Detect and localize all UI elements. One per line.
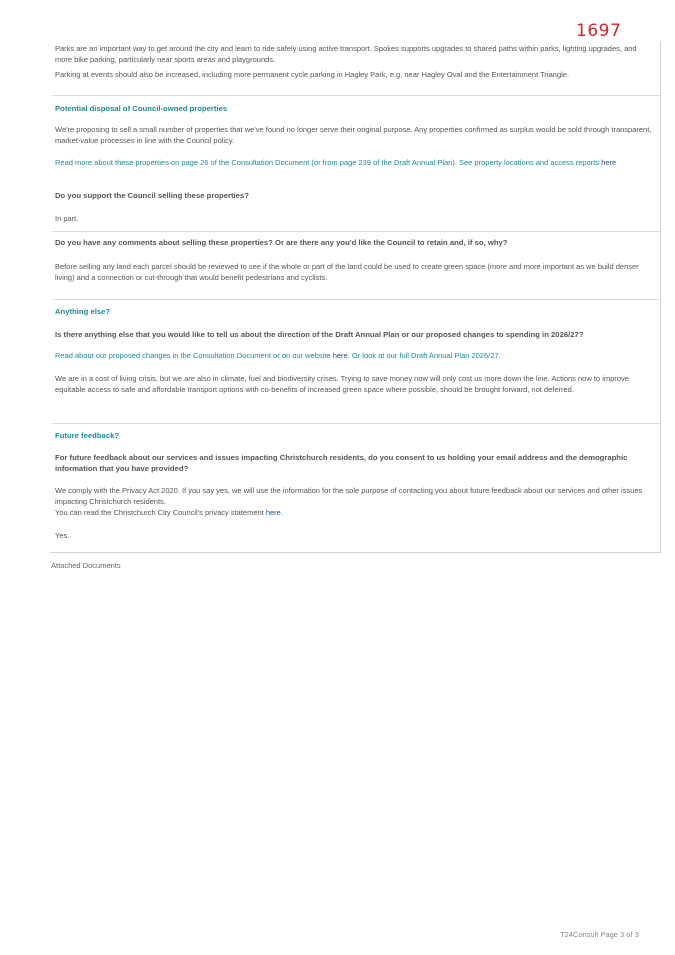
- anything-info: [55, 351, 655, 362]
- privacy-statement-text: You can read the Christchurch City Council's privacy statement: [55, 508, 266, 517]
- page-number: 1697: [576, 21, 622, 41]
- privacy-statement: [55, 508, 655, 519]
- property-reports-link[interactable]: here: [601, 158, 617, 167]
- disposal-intro: We're proposing to sell a small number of properties that we've found no longer serve their original purpose. Any properties confirmed as surplus would be sold through transparent, market-value processes in line with the Council policy.: [55, 125, 652, 145]
- draft-plan-link[interactable]: . Or look at our full Draft Annual Plan 2026/27.: [347, 351, 501, 360]
- anything-answer: We are in a cost of living crisis, but we are also in climate, fuel and biodiversity crises. Trying to save money now will only cost us more down the line. Actions now to improve equitable access to safe and affordable transport options with co-benefits of increased green space where possible, should be brought forward, not deferred.: [55, 374, 629, 394]
- future-heading: Future feedback?: [55, 431, 120, 440]
- section-divider: [52, 95, 660, 96]
- disposal-heading: Potential disposal of Council-owned properties: [55, 104, 228, 113]
- privacy-text: We comply with the Privacy Act 2020. If you say yes, we will use the information for the sole purpose of contacting you about future feedback about our services and other issues impacting Christchurch residents.: [55, 486, 643, 506]
- privacy-link[interactable]: here: [265, 508, 281, 517]
- page-footer: T24Consult Page 3 of 3: [560, 930, 639, 939]
- attached-documents: Attached Documents: [51, 561, 121, 570]
- disposal-question-2: Do you have any comments about selling these properties? Or are there any you'd like the Council to retain and, if so, why?: [55, 238, 508, 247]
- anything-question: Is there anything else that you would like to tell us about the direction of the Draft Annual Plan or our proposed changes to spending in 2026/27?: [55, 330, 584, 339]
- submission-box: [50, 41, 661, 553]
- section-divider: [52, 299, 660, 300]
- disposal-question-1: Do you support the Council selling these properties?: [55, 191, 249, 200]
- section-divider: [52, 423, 660, 424]
- anything-heading: Anything else?: [55, 307, 111, 316]
- parks-paragraph-2: Parking at events should also be increased, including more permanent cycle parking in Hagley Park, e.g. near Hagley Oval and the Entertainment Triangle.: [55, 70, 570, 79]
- disposal-answer-1: In part.: [55, 214, 79, 223]
- disposal-info: [55, 158, 655, 169]
- future-question: For future feedback about our services and issues impacting Christchurch residents, do you consent to us holding your email address and the demographic information that you have provided?: [55, 453, 628, 473]
- privacy-statement-end: .: [280, 508, 283, 517]
- consultation-link[interactable]: Read about our proposed changes in the Consultation Document or on our website: [55, 351, 333, 360]
- website-link[interactable]: here: [332, 351, 348, 360]
- question-divider: [52, 231, 660, 232]
- disposal-answer-2: Before selling any land each parcel should be reviewed to see if the whole or part of the land could be used to create green space (more and more important as we build denser living) and a connection or cut-through that would benefit pedestrians and cyclists.: [55, 262, 639, 282]
- parks-paragraph: Parks are an important way to get around the city and learn to ride safely using active transport. Spokes supports upgrades to shared paths within parks, lighting upgrades, and more bike parking, particularly near sports areas and playgrounds.: [55, 44, 637, 64]
- future-answer: Yes.: [55, 531, 70, 540]
- disposal-link[interactable]: Read more about these properties on page 26 of the Consultation Document (or from page 239 of the Draft Annual Plan). See property locations and access reports: [55, 158, 602, 167]
